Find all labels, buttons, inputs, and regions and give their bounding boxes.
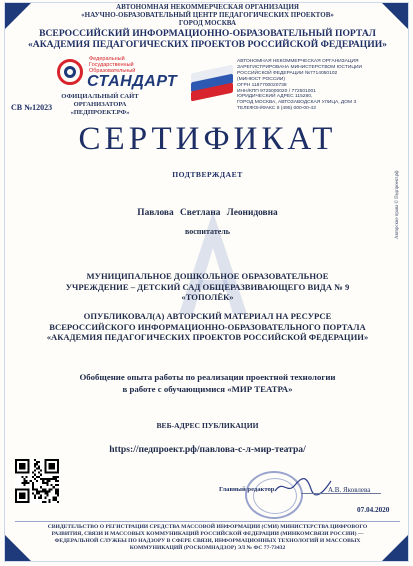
organizer-line: «НАУЧНО-ОБРАЗОВАТЕЛЬНЫЙ ЦЕНТР ПЕДАГОГИЧЕСКИХ ПРОЕКТОВ» bbox=[81, 11, 334, 19]
publication-statement bbox=[25, 311, 390, 343]
web-address-label: ВЕБ-АДРЕС ПУБЛИКАЦИИ bbox=[156, 421, 259, 430]
org-detail-line: ЗАРЕГИСТРИРОВАНА МИНИСТЕРСТВОМ ЮСТИЦИИ bbox=[237, 64, 363, 70]
signatory-name: А.В. Яковлева bbox=[328, 486, 371, 494]
logo-small-text: Федеральный Государственный Образовательный bbox=[89, 56, 136, 74]
institution-line: «ТОПОЛЁК» bbox=[181, 292, 234, 302]
certificate-page bbox=[4, 2, 409, 562]
org-detail-line: ТЕЛЕФОН/ФАКС 8 (495) 000-00-43 bbox=[237, 106, 316, 112]
work-title bbox=[35, 371, 380, 395]
portal-title-line: ВСЕРОССИЙСКИЙ ИНФОРМАЦИОННО-ОБРАЗОВАТЕЛЬНЫЙ ПОРТАЛ bbox=[39, 28, 376, 39]
footer-divider bbox=[15, 521, 400, 522]
publication-line: «АКАДЕМИЯ ПЕДАГОГИЧЕСКИХ ПРОЕКТОВ РОССИЙСКОЙ ФЕДЕРАЦИИ» bbox=[46, 332, 369, 342]
confirms-label: ПОДТВЕРЖДАЕТ bbox=[172, 170, 243, 179]
institution-name bbox=[35, 271, 380, 303]
institution-line: УЧРЕЖДЕНИЕ – ДЕТСКИЙ САД ОБЩЕРАЗВИВАЮЩЕГО ВИДА № 9 bbox=[65, 281, 350, 292]
copyright-side-text: Авторские права © Педпроект.рф bbox=[395, 170, 400, 239]
publication-link[interactable]: https://педпроект.рф/павлова-с-л-мир-театра/ bbox=[109, 444, 306, 455]
org-detail-line: РОССИЙСКОЙ ФЕДЕРАЦИИ №7714050102 bbox=[237, 70, 338, 76]
official-site-line: ОФИЦИАЛЬНЫЙ САЙТ bbox=[61, 93, 139, 100]
logo-wordmark: СТАНДАРТ bbox=[87, 73, 178, 90]
footer-line: КОММУНИКАЦИЙ (РОСКОМНАДЗОР) ЭЛ № ФС 77-73432 bbox=[129, 545, 286, 551]
certificate-number: СВ №12023 bbox=[11, 103, 53, 112]
recipient-role: воспитатель bbox=[184, 227, 231, 236]
official-site-line: «ПЕДПРОЕКТ.РФ» bbox=[70, 109, 130, 116]
org-detail-line: (МИНЮСТ РОССИИ) bbox=[237, 76, 286, 82]
portal-title bbox=[5, 28, 410, 50]
footer-line: ФЕДЕРАЛЬНОЙ СЛУЖБЫ ПО НАДЗОРУ В СФЕРЕ СВЯЗИ, ИНФОРМАЦИОННЫХ ТЕХНОЛОГИЙ И МАССОВЫХ bbox=[54, 538, 361, 544]
organizer-line: ГОРОД МОСКВА bbox=[178, 19, 237, 27]
footer-line: РАЗВИТИЯ, СВЯЗИ И МАССОВЫХ КОММУНИКАЦИЙ РОССИЙСКОЙ ФЕДЕРАЦИИ (МИНКОМСВЯЗИ РОССИИ) — bbox=[51, 531, 364, 537]
russian-flag-icon bbox=[191, 65, 233, 99]
publication-line: ОПУБЛИКОВАЛ(А) АВТОРСКИЙ МАТЕРИАЛ НА РЕСУРСЕ bbox=[83, 311, 332, 321]
org-detail-line: ОГРН 1187700020738 bbox=[237, 82, 287, 88]
footer-line: СВИДЕТЕЛЬСТВО О РЕГИСТРАЦИИ СРЕДСТВА МАССОВОЙ ИНФОРМАЦИИ (СМИ) МИНИСТЕРСТВА ЦИФРОВОГО bbox=[47, 524, 368, 530]
issue-date: 07.04.2020 bbox=[357, 506, 390, 514]
recipient-name: Павлова Светлана Леонидовна bbox=[137, 208, 278, 218]
org-detail-line: ГОРОД МОСКВА, АВТОЗАВОДСКАЯ УЛИЦА, ДОМ 3 bbox=[237, 100, 357, 106]
institution-line: МУНИЦИПАЛЬНОЕ ДОШКОЛЬНОЕ ОБРАЗОВАТЕЛЬНОЕ bbox=[86, 271, 329, 281]
org-detail-line: ЮРИДИЧЕСКИЙ АДРЕС 115280, bbox=[237, 94, 313, 100]
standard-logo-icon bbox=[57, 55, 178, 95]
work-title-line: Обобщение опыта работы по реализации проектной технологии bbox=[79, 372, 336, 382]
media-registration-footer bbox=[5, 524, 410, 552]
organizer-line: АВТОНОМНАЯ НЕКОММЕРЧЕСКАЯ ОРГАНИЗАЦИЯ bbox=[116, 3, 299, 11]
work-title-line: в работе с обучающимися «МИР ТЕАТРА» bbox=[122, 384, 293, 394]
certificate-title: СЕРТИФИКАТ bbox=[78, 121, 337, 157]
qr-code-icon bbox=[15, 459, 59, 503]
organization-details bbox=[237, 59, 409, 112]
org-detail-line: ИНН/КПП 9725000020 / 772501001 bbox=[237, 88, 316, 94]
signatory-title: Главный редактор bbox=[219, 486, 275, 493]
official-site-line: ОРГАНИЗАТОРА bbox=[73, 101, 127, 108]
organizer-header bbox=[5, 3, 410, 27]
logo-mark bbox=[57, 59, 83, 85]
portal-title-line: «АКАДЕМИЯ ПЕДАГОГИЧЕСКИХ ПРОЕКТОВ РОССИЙСКОЙ ФЕДЕРАЦИИ» bbox=[28, 39, 387, 50]
org-detail-line: АВТОНОМНАЯ НЕКОММЕРЧЕСКАЯ ОРГАНИЗАЦИЯ bbox=[237, 59, 359, 64]
publication-line: ВСЕРОССИЙСКОГО ИНФОРМАЦИОННО-ОБРАЗОВАТЕЛЬНОГО ПОРТАЛА bbox=[49, 321, 366, 332]
official-site-caption bbox=[45, 93, 155, 117]
